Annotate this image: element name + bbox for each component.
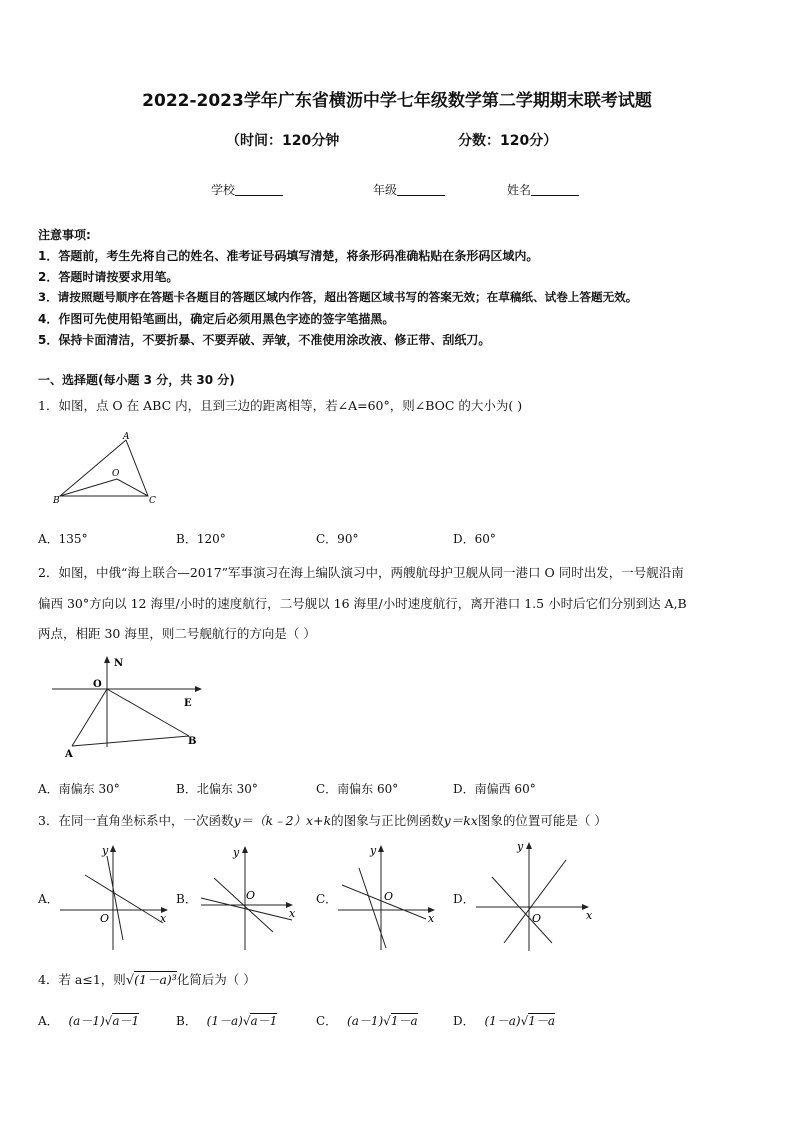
q1-option-a[interactable]: A．135°	[38, 532, 88, 546]
q2-label-a: A	[65, 749, 73, 760]
section-heading: 一、选择题(每小题 3 分，共 30 分)	[38, 373, 235, 387]
q4-d-radicand: 1－a	[528, 1014, 556, 1028]
q3-c-origin-label: O	[384, 890, 394, 903]
q3-graph-c[interactable]	[334, 838, 449, 953]
q1-option-b[interactable]: B．120°	[176, 532, 226, 546]
school-blank[interactable]	[235, 183, 283, 196]
q1-label-a: A	[123, 432, 130, 442]
note-item: 1．答题前，考生先将自己的姓名、准考证号码填写清楚，将条形码准确粘贴在条形码区域内。	[38, 249, 539, 263]
q4-a-coef: (a－1)	[68, 1014, 105, 1028]
q4-text-b: 化简后为（ ）	[176, 972, 256, 987]
q2-label-b: B	[188, 736, 197, 747]
note-item: 2．答题时请按要求用笔。	[38, 270, 179, 284]
q2-option-b[interactable]: B．北偏东 30°	[176, 782, 258, 796]
q1-label-c: C	[149, 496, 156, 506]
exam-score: 分数：120分）	[458, 133, 558, 149]
q3-option-c[interactable]: C．	[316, 892, 338, 906]
q3-option-d[interactable]: D．	[453, 892, 475, 906]
q1-triangle-figure	[50, 428, 165, 508]
q3-c-y-label: y	[370, 844, 377, 857]
radical-icon: √	[383, 1014, 391, 1028]
radical-icon: √	[520, 1014, 529, 1028]
radical-icon: √	[104, 1014, 113, 1028]
grade-label: 年级	[373, 183, 398, 197]
question-2-line-3: 两点，相距 30 海里，则二号舰航行的方向是（ ）	[38, 626, 316, 641]
q4-c-radicand: 1－a	[390, 1014, 418, 1028]
q4-d-label: D．	[453, 1014, 475, 1028]
q3-b-y-label: y	[233, 846, 240, 859]
q4-option-a[interactable]	[38, 1012, 139, 1029]
q4-b-label: B．	[176, 1014, 197, 1028]
school-field[interactable]	[211, 181, 283, 198]
q1-label-b: B	[53, 496, 60, 506]
q3-text-c: 图象的位置可能是（ ）	[477, 813, 607, 828]
q3-d-x-label: x	[586, 909, 593, 922]
q3-b-x-label: x	[289, 907, 296, 920]
q3-c-x-label: x	[428, 912, 435, 925]
question-3	[38, 811, 607, 829]
q2-option-a[interactable]: A．南偏东 30°	[38, 782, 120, 796]
q4-b-coef: (1－a)	[206, 1014, 243, 1028]
q2-label-o: O	[93, 679, 102, 690]
q3-graph-d[interactable]	[474, 835, 599, 955]
q3-a-origin-label: O	[100, 912, 110, 925]
exam-time: （时间：120分钟	[226, 133, 340, 149]
q3-formula-linear: y＝（k﹣2）x+k	[233, 813, 332, 828]
q2-navigation-figure	[50, 652, 210, 764]
question-1: 1．如图，点 O 在 ABC 内，且到三边的距离相等，若∠A=60°，则∠BOC 的大小为( )	[38, 398, 523, 413]
q3-d-y-label: y	[517, 840, 524, 853]
grade-field[interactable]	[373, 181, 445, 198]
q3-a-x-label: x	[160, 912, 167, 925]
notes-heading: 注意事项:	[38, 228, 91, 242]
q2-option-d[interactable]: D．南偏西 60°	[453, 782, 536, 796]
q4-a-label: A．	[38, 1014, 59, 1028]
grade-blank[interactable]	[397, 183, 445, 196]
q2-label-n: N	[114, 658, 124, 669]
page-title: 2022-2023学年广东省横沥中学七年级数学第二学期期末联考试题	[142, 91, 652, 111]
question-4	[38, 970, 256, 988]
q4-a-radicand: a－1	[112, 1014, 140, 1028]
q4-option-c[interactable]	[316, 1012, 418, 1029]
question-2-line-2: 偏西 30°方向以 12 海里/小时的速度航行，二号舰以 16 海里/小时速度航行，离开港口 1.5 小时后它们分别到达 A,B	[38, 596, 687, 611]
q3-graph-b[interactable]	[196, 838, 311, 953]
name-label: 姓名	[507, 183, 532, 197]
q4-c-label: C．	[316, 1014, 338, 1028]
note-item: 4．作图可先使用铅笔画出，确定后必须用黑色字迹的签字笔描黑。	[38, 312, 395, 326]
q4-b-radicand: a－1	[250, 1014, 278, 1028]
q3-b-origin-label: O	[246, 889, 256, 902]
q3-option-b[interactable]: B．	[176, 892, 197, 906]
q3-text-b: 的图象与正比例函数	[331, 813, 444, 828]
name-blank[interactable]	[531, 183, 579, 196]
name-field[interactable]	[507, 181, 579, 198]
q1-option-d[interactable]: D．60°	[453, 532, 496, 546]
q2-label-e: E	[184, 698, 192, 709]
q4-option-d[interactable]	[453, 1012, 555, 1029]
q4-text-a: 4．若 a≤1，则	[38, 972, 126, 987]
q3-graph-a[interactable]	[60, 838, 175, 953]
q4-d-coef: (1－a)	[484, 1014, 521, 1028]
q3-text-a: 3．在同一直角坐标系中，一次函数	[38, 813, 234, 828]
q3-formula-proportional: y＝kx	[443, 813, 478, 828]
radical-icon: √	[125, 973, 135, 988]
note-item: 5．保持卡面清洁，不要折暴、不要弄破、弄皱，不准使用涂改液、修正带、刮纸刀。	[38, 333, 491, 347]
q1-label-o: O	[112, 469, 120, 479]
question-2-line-1: 2．如图，中俄“海上联合—2017”军事演习在海上编队演习中，两艘航母护卫舰从同一港口 O 同时出发，一号舰沿南	[38, 565, 684, 580]
q3-option-a[interactable]: A．	[38, 892, 59, 906]
q3-d-origin-label: O	[532, 912, 542, 925]
q1-option-c[interactable]: C．90°	[316, 532, 359, 546]
q2-option-c[interactable]: C．南偏东 60°	[316, 782, 399, 796]
note-item: 3．请按照题号顺序在答题卡各题目的答题区域内作答，超出答题区域书写的答案无效；在草稿纸、试卷上答题无效。	[38, 290, 638, 304]
radical-icon: √	[242, 1014, 251, 1028]
school-label: 学校	[211, 183, 236, 197]
q4-c-coef: (a－1)	[347, 1014, 384, 1028]
q4-option-b[interactable]	[176, 1012, 277, 1029]
q4-radicand: (1－a)³	[134, 972, 177, 987]
q3-a-y-label: y	[102, 844, 109, 857]
